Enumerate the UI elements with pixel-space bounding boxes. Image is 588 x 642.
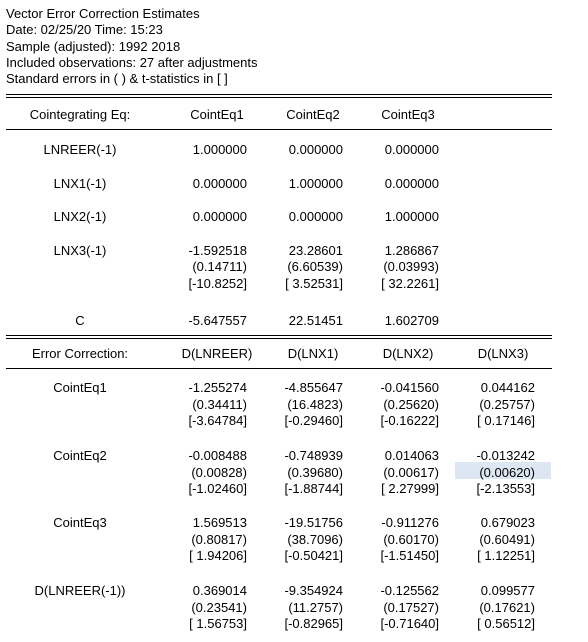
ec-row-label: CointEq2 [53, 448, 107, 463]
header-date: Date: 02/25/20 Time: 15:23 [6, 22, 163, 38]
ec-cell[interactable]: [-0.71640] [380, 616, 439, 631]
coint-cell[interactable]: [ 32.2261] [381, 275, 439, 291]
coint-cell[interactable]: 0.000000 [384, 176, 439, 191]
ec-cell[interactable]: (0.25757) [479, 396, 535, 412]
ec-cell[interactable]: [ 2.27999] [381, 481, 439, 496]
coint-cell[interactable]: [-10.8252] [188, 275, 247, 291]
ec-cell[interactable]: [ 0.56512] [477, 616, 535, 631]
coint-row-label: C [75, 313, 85, 328]
ec-row-label: D(LNREER(-1)) [34, 583, 126, 598]
ec-cell[interactable]: [-1.88744] [284, 481, 343, 496]
ec-cell[interactable]: -0.013242 [476, 448, 535, 463]
header-observations: Included observations: 27 after adjustments [6, 54, 258, 70]
ec-header-col: D(LNX3) [477, 346, 529, 361]
coint-cell[interactable]: 1.000000 [384, 209, 439, 224]
ec-cell[interactable]: -0.911276 [381, 515, 439, 530]
ec-cell[interactable]: 0.099577 [480, 583, 535, 598]
coint-row-label: LNX2(-1) [53, 209, 107, 224]
coint-row-label: LNX1(-1) [53, 176, 107, 191]
table-top-rule [6, 94, 552, 95]
ec-cell[interactable]: (0.60491) [479, 531, 535, 547]
ec-cell[interactable]: -9.354924 [284, 583, 343, 598]
ec-cell[interactable]: 0.369014 [192, 583, 247, 598]
ec-cell[interactable]: -0.748939 [284, 448, 343, 463]
ec-row-label: CointEq3 [53, 515, 107, 530]
ec-cell[interactable]: (0.25620) [383, 396, 439, 412]
ec-cell[interactable]: (38.7096) [287, 531, 343, 547]
coint-row-label: LNX3(-1) [53, 243, 107, 258]
coint-header-col: CointEq3 [381, 107, 435, 122]
ec-cell[interactable]: [-1.02460] [188, 481, 247, 496]
ec-header-rule [6, 368, 552, 369]
coint-cell[interactable]: 1.602709 [384, 313, 439, 328]
ec-cell[interactable]: -0.041560 [380, 380, 439, 395]
ec-cell[interactable]: [ 0.17146] [477, 413, 535, 428]
ec-cell[interactable]: (0.17621) [479, 599, 535, 615]
ec-cell[interactable]: [-0.50421] [284, 548, 343, 563]
ec-cell[interactable]: [ 1.56753] [189, 616, 247, 631]
ec-cell[interactable]: -0.125562 [380, 583, 439, 598]
ec-cell[interactable]: (0.23541) [191, 599, 247, 615]
coint-cell[interactable]: (0.03993) [383, 259, 439, 275]
ec-cell[interactable]: -19.51756 [284, 515, 343, 530]
coint-cell[interactable]: -5.647557 [188, 313, 247, 328]
coint-header-col: CointEq1 [190, 107, 244, 122]
coint-header-rule [6, 129, 552, 130]
coint-cell[interactable]: 0.000000 [288, 209, 343, 224]
ec-cell[interactable]: 1.569513 [192, 515, 247, 530]
ec-cell[interactable]: [-0.16222] [380, 413, 439, 428]
coint-cell[interactable]: 0.000000 [384, 142, 439, 157]
ec-cell[interactable]: (0.60170) [383, 531, 439, 547]
ec-cell[interactable]: [-0.82965] [284, 616, 343, 631]
ec-cell[interactable]: (0.34411) [192, 396, 247, 412]
header-title: Vector Error Correction Estimates [6, 6, 200, 21]
coint-cell[interactable]: (6.60539) [287, 259, 343, 275]
ec-cell[interactable]: [-3.64784] [188, 413, 247, 428]
header-sample: Sample (adjusted): 1992 2018 [6, 38, 181, 54]
ec-cell[interactable]: (0.00828) [191, 464, 247, 480]
coint-cell[interactable]: -1.592518 [188, 243, 247, 258]
coint-cell[interactable]: 0.000000 [288, 142, 343, 157]
coint-row-label: LNREER(-1) [43, 142, 117, 157]
coint-cell[interactable]: [ 3.52531] [285, 275, 343, 291]
ec-header-col: D(LNX1) [287, 346, 339, 361]
coint-header-label: Cointegrating Eq: [29, 107, 131, 122]
ec-cell[interactable]: 0.044162 [480, 380, 535, 395]
ec-header-label: Error Correction: [31, 346, 129, 361]
coint-cell[interactable]: (0.14711) [192, 259, 247, 275]
section-rule [6, 335, 552, 336]
ec-cell[interactable]: (0.17527) [383, 599, 439, 615]
section-rule-2 [6, 338, 552, 339]
ec-cell[interactable]: (0.39680) [287, 464, 343, 480]
ec-cell[interactable]: [-0.29460] [284, 413, 343, 428]
ec-header-col: D(LNX2) [382, 346, 434, 361]
ec-cell[interactable]: -0.008488 [188, 448, 247, 463]
ec-cell[interactable]: 0.014063 [384, 448, 439, 463]
ec-cell[interactable]: (0.80817) [191, 531, 247, 547]
ec-cell[interactable]: -1.255274 [188, 380, 247, 395]
ec-cell[interactable]: [-1.51450] [380, 548, 439, 563]
coint-cell[interactable]: 1.000000 [192, 142, 247, 157]
ec-cell[interactable]: [-2.13553] [476, 481, 535, 496]
coint-cell[interactable]: 23.28601 [288, 243, 343, 258]
coint-cell[interactable]: 0.000000 [192, 209, 247, 224]
ec-cell[interactable]: 0.679023 [480, 515, 535, 530]
ec-cell[interactable]: (16.4823) [287, 396, 343, 412]
output-header [6, 6, 257, 87]
header-note: Standard errors in ( ) & t-statistics in [ ] [6, 71, 228, 87]
ec-cell[interactable]: -4.855647 [284, 380, 343, 395]
ec-cell[interactable]: (11.2757) [288, 599, 343, 615]
ec-cell[interactable]: [ 1.94206] [189, 548, 247, 563]
coint-cell[interactable]: 1.000000 [288, 176, 343, 191]
coint-cell[interactable]: 1.286867 [384, 243, 439, 258]
ec-row-label: CointEq1 [53, 380, 107, 395]
coint-cell[interactable]: 0.000000 [192, 176, 247, 191]
ec-cell[interactable]: (0.00617) [383, 464, 439, 480]
coint-header-col: CointEq2 [286, 107, 340, 122]
ec-cell[interactable]: [ 1.12251] [477, 548, 535, 563]
ec-cell[interactable]: (0.00620) [479, 464, 535, 480]
coint-cell[interactable]: 22.51451 [288, 313, 343, 328]
table-top-rule-2 [6, 97, 552, 98]
ec-header-col: D(LNREER) [181, 346, 253, 361]
